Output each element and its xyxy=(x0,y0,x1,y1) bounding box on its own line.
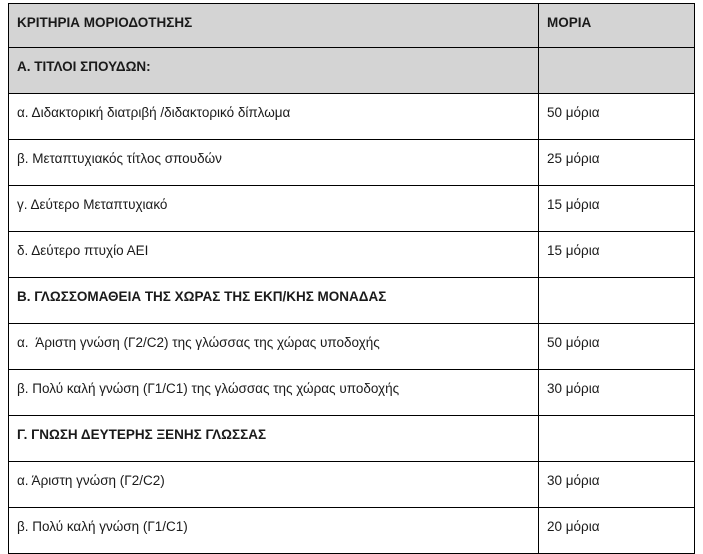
table-row xyxy=(9,186,695,232)
table-row xyxy=(9,48,695,94)
criteria-text: γ. Δεύτερο Μεταπτυχιακό xyxy=(17,197,168,212)
criteria-cell xyxy=(9,462,539,508)
points-cell xyxy=(539,370,695,416)
criteria-text: Α. ΤΙΤΛΟΙ ΣΠΟΥΔΩΝ: xyxy=(17,59,151,74)
table-row xyxy=(9,94,695,140)
criteria-text: β. Πολύ καλή γνώση (Γ1/C1) xyxy=(17,519,188,534)
column-header-criteria xyxy=(9,4,539,48)
points-cell xyxy=(539,462,695,508)
points-cell xyxy=(539,140,695,186)
points-cell xyxy=(539,48,695,94)
criteria-cell xyxy=(9,232,539,278)
points-text: 25 μόρια xyxy=(547,151,600,166)
points-text: 20 μόρια xyxy=(547,519,600,534)
criteria-cell xyxy=(9,94,539,140)
criteria-text: α. Διδακτορική διατριβή /διδακτορικό δίπλωμα xyxy=(17,105,291,120)
criteria-text: Γ. ΓΝΩΣΗ ΔΕΥΤΕΡΗΣ ΞΕΝΗΣ ΓΛΩΣΣΑΣ xyxy=(17,427,267,442)
table-row xyxy=(9,462,695,508)
points-text: 30 μόρια xyxy=(547,473,600,488)
points-cell xyxy=(539,508,695,554)
points-text: ΜΟΡΙΑ xyxy=(547,15,592,30)
criteria-text: β. Πολύ καλή γνώση (Γ1/C1) της γλώσσας της χώρας υποδοχής xyxy=(17,381,400,396)
section-header-cell xyxy=(9,48,539,94)
table-body xyxy=(9,4,695,554)
points-text: 50 μόρια xyxy=(547,335,600,350)
criteria-text: α. Άριστη γνώση (Γ2/C2) xyxy=(17,473,165,488)
points-text xyxy=(547,48,686,59)
criteria-cell xyxy=(9,508,539,554)
points-cell xyxy=(539,186,695,232)
points-text: 15 μόρια xyxy=(547,243,600,258)
points-cell xyxy=(539,324,695,370)
points-text: 50 μόρια xyxy=(547,105,600,120)
points-cell xyxy=(539,94,695,140)
table-row xyxy=(9,232,695,278)
table-row xyxy=(9,508,695,554)
column-header-points xyxy=(539,4,695,48)
criteria-cell xyxy=(9,186,539,232)
criteria-text: ΚΡΙΤΗΡΙΑ ΜΟΡΙΟΔΟΤΗΣΗΣ xyxy=(17,15,193,30)
points-text: 30 μόρια xyxy=(547,381,600,396)
criteria-cell xyxy=(9,370,539,416)
criteria-text: Β. ΓΛΩΣΣΟΜΑΘΕΙΑ ΤΗΣ ΧΩΡΑΣ ΤΗΣ ΕΚΠ/ΚΗΣ ΜΟΝΑΔΑΣ xyxy=(17,289,387,304)
points-cell xyxy=(539,416,695,462)
criteria-text: α. Άριστη γνώση (Γ2/C2) της γλώσσας της χώρας υποδοχής xyxy=(17,335,380,350)
criteria-text: δ. Δεύτερο πτυχίο ΑΕΙ xyxy=(17,243,149,258)
table-row xyxy=(9,416,695,462)
section-header-cell xyxy=(9,416,539,462)
criteria-cell xyxy=(9,140,539,186)
table-row xyxy=(9,140,695,186)
points-text xyxy=(547,278,686,289)
points-cell xyxy=(539,278,695,324)
points-cell xyxy=(539,232,695,278)
table-row xyxy=(9,278,695,324)
points-text xyxy=(547,416,686,427)
criteria-text: β. Μεταπτυχιακός τίτλος σπουδών xyxy=(17,151,222,166)
table-row xyxy=(9,370,695,416)
points-text: 15 μόρια xyxy=(547,197,600,212)
criteria-cell xyxy=(9,324,539,370)
scoring-criteria-table xyxy=(8,3,695,554)
table-row xyxy=(9,4,695,48)
section-header-cell xyxy=(9,278,539,324)
table-row xyxy=(9,324,695,370)
